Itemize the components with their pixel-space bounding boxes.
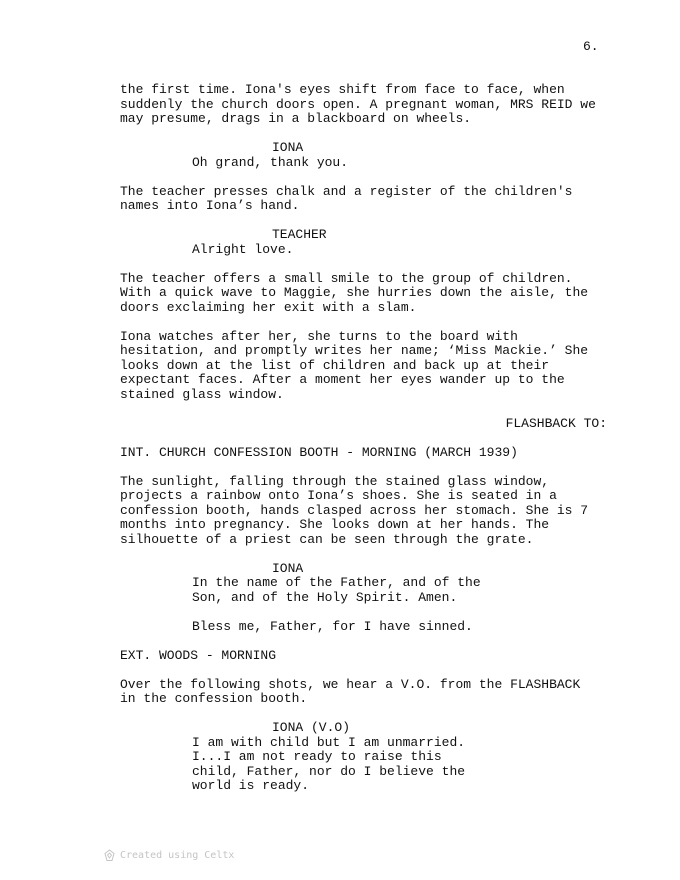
action-block: The teacher offers a small smile to the group of children. With a quick wave to Maggie, she hurries down the aisle, the doors exclaiming her exit with a slam. [120,270,589,315]
footer-label: Created using Celtx [120,850,235,861]
action-block: Iona watches after her, she turns to the board with hesitation, and promptly writes her name; ‘Miss Mackie.’ She looks down at the list of children and back up at their expectant faces. After a moment her eyes wander up to the stained glass window. [120,328,589,402]
dialogue-block: In the name of the Father, and of the Son, and of the Holy Spirit. Amen. [192,575,481,605]
celtx-footer [104,849,234,862]
action-block: Over the following shots, we hear a V.O. from the FLASHBACK in the confession booth. [120,676,581,706]
action-block: The sunlight, falling through the stained glass window, projects a rainbow onto Iona’s shoes. She is seated in a confession booth, hands clasped across her stomach. She is 7 months into pregnancy. She looks down at her hands. The silhouette of a priest can be seen through the grate. [120,473,589,547]
dialogue-block: I am with child but I am unmarried. I...I am not ready to raise this child, Father, nor do I believe the world is ready. [192,734,466,793]
action-block: The teacher presses chalk and a register of the children's names into Iona’s hand. [120,183,573,213]
dialogue-block: Oh grand, thank you. [192,154,349,170]
transition: FLASHBACK TO: [505,415,607,431]
character-name: IONA [272,560,304,576]
dialogue-block: Bless me, Father, for I have sinned. [192,618,473,634]
character-name: TEACHER [272,227,327,242]
screenplay-body [120,83,620,794]
action-block: the first time. Iona's eyes shift from face to face, when suddenly the church doors open. A pregnant woman, MRS REID we may presume, drags in a blackboard on wheels. [120,82,596,126]
celtx-logo-icon [104,849,115,862]
page-number: 6. [583,39,599,54]
scene-heading: INT. CHURCH CONFESSION BOOTH - MORNING (MARCH 1939) [120,444,518,460]
character-name: IONA (V.O) [272,720,351,735]
scene-heading: EXT. WOODS - MORNING [120,647,277,663]
dialogue-block: Alright love. [192,241,294,257]
character-name: IONA [272,140,304,155]
